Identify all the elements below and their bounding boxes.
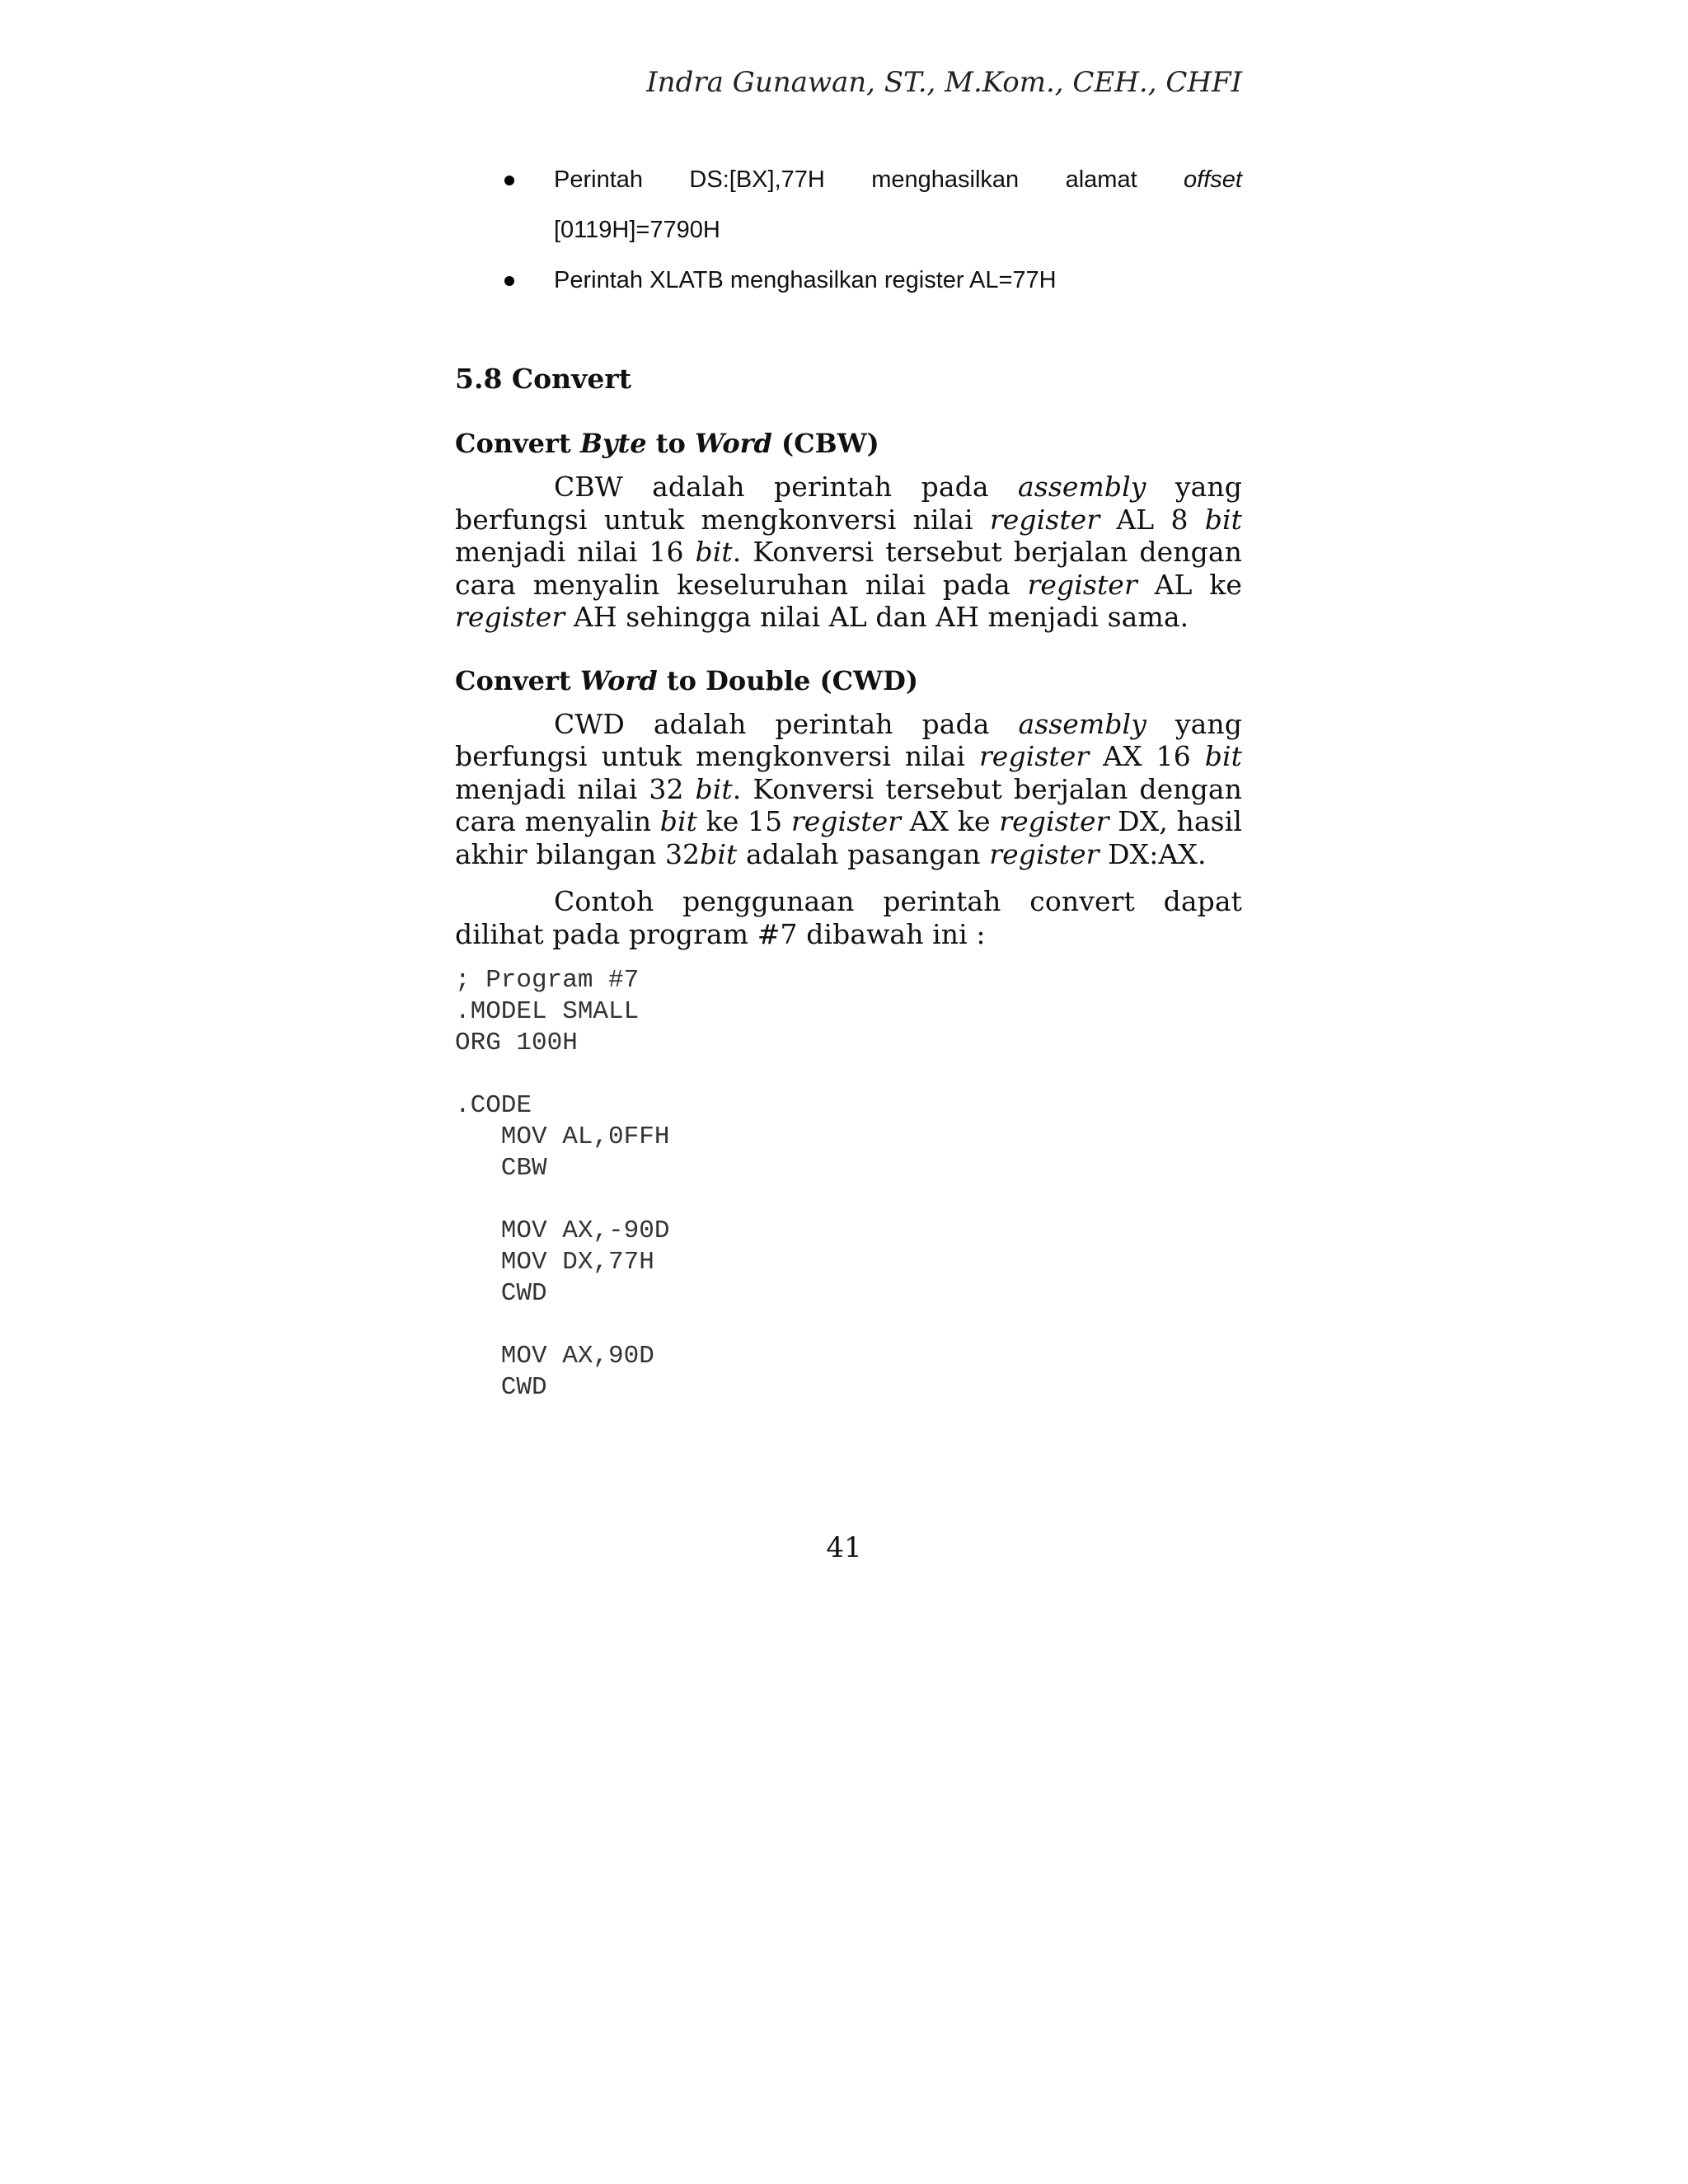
- subheading-text: Convert: [455, 428, 580, 459]
- bullet-text: Perintah XLATB menghasilkan register AL=77H: [554, 267, 1057, 293]
- code-line: .CODE: [455, 1091, 532, 1120]
- code-line: ; Program #7: [455, 966, 640, 995]
- subheading-text: to Double (CWD): [657, 664, 918, 696]
- paragraph-cbw: CBW adalah perintah pada assembly yang berfungsi untuk mengkonversi nilai register AL 8 bit menjadi nilai 16 bit. Konversi tersebut berjalan dengan cara menyalin keseluruhan nilai pada register AL ke register AH sehingga nilai AL dan AH menjadi sama.: [455, 471, 1243, 633]
- bullet-dot-icon: [504, 276, 514, 286]
- code-line: CWD: [455, 1279, 547, 1308]
- bullet-item: [455, 155, 1242, 255]
- code-line: [455, 1059, 1242, 1090]
- subheading-text: Convert: [455, 664, 580, 696]
- subheading-cbw: [455, 428, 1242, 459]
- running-header-author: Indra Gunawan, ST., M.Kom., CEH., CHFI: [646, 66, 1242, 99]
- bullet-item: [455, 255, 1242, 306]
- paragraph-cwd: CWD adalah perintah pada assembly yang berfungsi untuk mengkonversi nilai register AX 16 bit menjadi nilai 32 bit. Konversi tersebut berjalan dengan cara menyalin bit ke 15 register AX ke register DX, hasil akhir bilangan 32bit adalah pasangan register DX:AX.: [455, 707, 1242, 870]
- code-line: ORG 100H: [455, 1029, 578, 1057]
- main-content: [455, 363, 1242, 1404]
- page-number: 41: [826, 1531, 862, 1564]
- bullet-word: Perintah: [554, 166, 644, 193]
- subheading-text: Word: [695, 428, 772, 459]
- paragraph-example: Contoh penggunaan perintah convert dapat dilihat pada program #7 dibawah ini :: [455, 885, 1242, 950]
- subheading-cwd: [455, 665, 1242, 696]
- code-line: [455, 1310, 1242, 1341]
- bullet-dot-icon: [504, 176, 514, 185]
- code-line: MOV AX,-90D: [455, 1216, 670, 1245]
- code-line: .MODEL SMALL: [455, 997, 640, 1026]
- bullet-word: alamat: [1065, 166, 1137, 193]
- bullet-line-2: [0119H]=7790H: [554, 217, 720, 243]
- section-title: 5.8 Convert: [455, 363, 631, 395]
- code-line: [455, 1184, 1242, 1216]
- code-line: CBW: [455, 1154, 547, 1183]
- bullet-word: offset: [1184, 166, 1242, 193]
- subheading-text: Word: [579, 664, 658, 696]
- bullet-line: [554, 155, 1242, 205]
- bullet-word: menghasilkan: [871, 166, 1020, 193]
- subheading-text: (CBW): [771, 428, 879, 459]
- code-line: MOV AX,90D: [455, 1342, 654, 1371]
- bullet-word: DS:[BX],77H: [689, 166, 825, 193]
- bullet-list: [455, 155, 1242, 306]
- code-listing: [455, 965, 1242, 1404]
- code-line: CWD: [455, 1373, 547, 1402]
- code-line: MOV AL,0FFH: [455, 1122, 670, 1151]
- subheading-text: Byte: [579, 428, 647, 459]
- subheading-text: to: [646, 428, 695, 459]
- code-line: MOV DX,77H: [455, 1248, 654, 1277]
